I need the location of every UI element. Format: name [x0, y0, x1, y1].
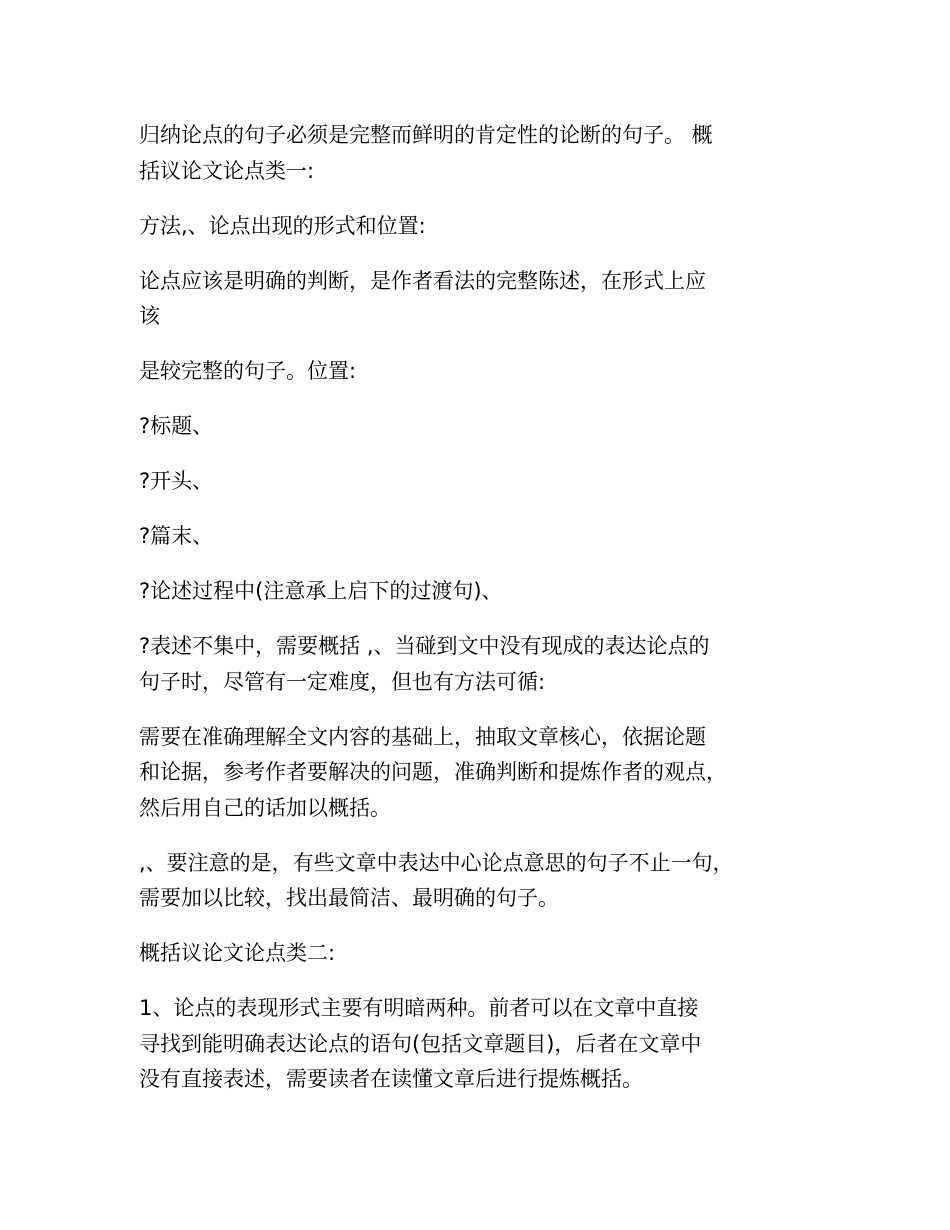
list-item-scattered — [139, 629, 829, 700]
list-item-title — [139, 409, 829, 445]
paragraph-forms — [139, 991, 829, 1098]
text-line: 需要加以比较，找出最简洁、最明确的句子。 — [139, 886, 559, 910]
text-line: 论点应该是明确的判断，是作者看法的完整陈述，在形式上应 — [139, 268, 706, 293]
paragraph-3 — [139, 264, 829, 335]
text-line: 是较完整的句子。位置: — [139, 359, 357, 383]
paragraph-4 — [139, 354, 829, 390]
text-line: ?表述不集中，需要概括 ,、当碰到文中没有现成的表达论点的 — [139, 634, 710, 658]
text-line: 归纳论点的句子必须是完整而鲜明的肯定性的论断的句子。 概 — [139, 123, 713, 147]
text-line: 句子时，尽管有一定难度，但也有方法可循: — [139, 669, 546, 694]
list-item-ending — [139, 519, 829, 555]
paragraph-note — [139, 846, 829, 917]
paragraph-1 — [139, 118, 829, 189]
text-line: 该 — [139, 304, 160, 328]
document-body — [139, 118, 829, 1117]
text-line: 和论据，参考作者要解决的问题，准确判断和提炼作者的观点， — [139, 760, 727, 784]
text-line: 需要在准确理解全文内容的基础上，抽取文章核心，依据论题 — [139, 724, 706, 749]
text-line: ?篇末、 — [139, 524, 214, 548]
paragraph-2 — [139, 209, 829, 245]
text-line: ?标题、 — [139, 414, 214, 438]
text-line: 没有直接表述，需要读者在读懂文章后进行提炼概括。 — [139, 1067, 643, 1091]
section-heading-type-two — [139, 936, 829, 972]
text-line: 然后用自己的话加以概括。 — [139, 795, 391, 820]
text-line: 寻找到能明确表达论点的语句(包括文章题目)，后者在文章中 — [139, 1031, 702, 1056]
text-line: ?开头、 — [139, 469, 214, 493]
paragraph-method — [139, 720, 829, 827]
list-item-process — [139, 574, 829, 610]
text-line: 方法,、论点出现的形式和位置: — [139, 213, 426, 238]
text-line: ,、要注意的是，有些文章中表达中心论点意思的句子不止一句， — [139, 850, 734, 875]
text-line: 括议论文论点类一: — [139, 158, 315, 183]
text-line: 概括议论文论点类二: — [139, 941, 336, 965]
list-item-opening — [139, 464, 829, 500]
text-line: 1、论点的表现形式主要有明暗两种。前者可以在文章中直接 — [139, 996, 699, 1020]
text-line: ?论述过程中(注意承上启下的过渡句)、 — [139, 579, 503, 603]
